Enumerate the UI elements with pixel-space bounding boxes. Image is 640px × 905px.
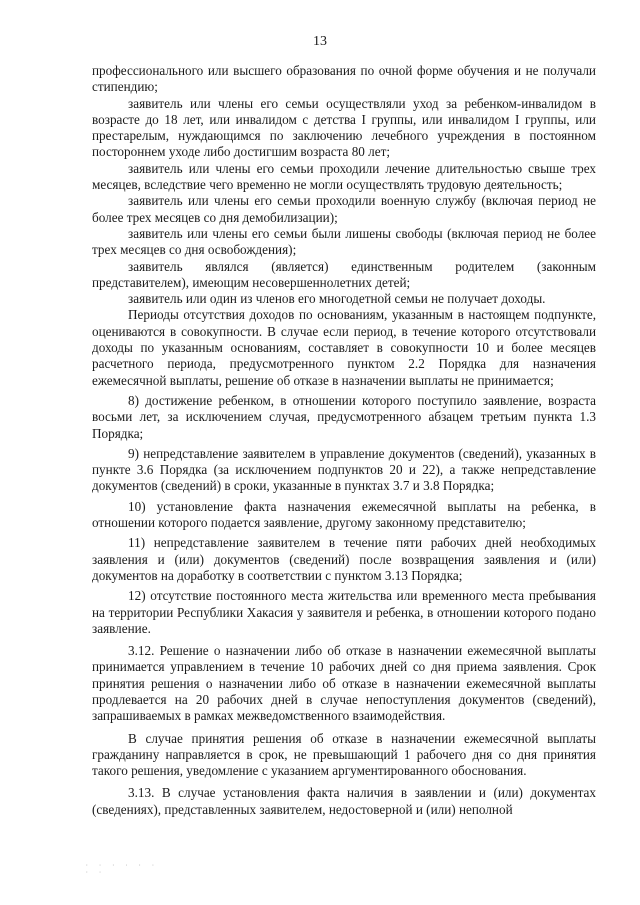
- paragraph: 11) непредставление заявителем в течение пяти рабочих дней необходимых заявления и (или) документов (сведений) после возвращения заявления и (или) документов на доработку в соответствии с пунктом 3.13 Порядка;: [92, 535, 596, 583]
- paragraph: Периоды отсутствия доходов по основаниям, указанным в настоящем подпункте, оцениваются в совокупности. В случае если период, в течение которого отсутствовали доходы по указанным основаниям, составляет в совокупности 10 и более месяцев расчетного периода, предусмотренного пунктом 2.2 Порядка для назначения ежемесячной выплаты, решение об отказе в назначении выплаты не принимается;: [92, 307, 596, 388]
- paragraph: 8) достижение ребенком, в отношении которого поступило заявление, возраста восьми лет, за исключением случая, предусмотренного абзацем третьим пункта 1.3 Порядка;: [92, 392, 596, 441]
- paragraph: заявитель или члены его семьи проходили военную службу (включая период не более трех месяцев со дня демобилизации);: [92, 193, 596, 225]
- paragraph: заявитель или члены его семьи были лишены свободы (включая период не более трех месяцев со дня освобождения);: [92, 225, 596, 258]
- paragraph: заявитель являлся (является) единственным родителем (законным представителем), имеющим несовершеннолетних детей;: [92, 258, 596, 290]
- paragraph: заявитель или один из членов его многодетной семьи не получает доходы.: [128, 291, 546, 307]
- document-body: [92, 63, 596, 818]
- paragraph: 3.12. Решение о назначении либо об отказе в назначении ежемесячной выплаты принимается управлением в течение 10 рабочих дней со дня приема заявления. Срок принятия решения о назначении либо об отказе в назначении ежемесячной выплаты продлевается на 20 рабочих дней в случае непоступления документов (сведений), запрашиваемых в рамках межведомственного взаимодействия.: [92, 643, 596, 724]
- scan-specks: · · · · · · · ·: [85, 862, 158, 876]
- paragraph: заявитель или члены его семьи проходили лечение длительностью свыше трех месяцев, вследствие чего временно не могли осуществлять трудовую деятельность;: [92, 160, 596, 193]
- paragraph: заявитель или члены его семьи осуществляли уход за ребенком-инвалидом в возрасте до 18 лет, или инвалидом с детства I группы, или инвалидом I группы, или престарелым, нуждающимся по заключению лечебного учреждения в постоянном постороннем уходе либо достигшим возраста 80 лет;: [92, 95, 596, 160]
- paragraph: 9) непредставление заявителем в управление документов (сведений), указанных в пункте 3.6 Порядка (за исключением подпунктов 20 и 22), а также непредставление документов (сведений) в сроки, указанные в пунктах 3.7 и 3.8 Порядка;: [92, 445, 596, 494]
- paragraph: 3.13. В случае установления факта наличия в заявлении и (или) документах (сведениях), представленных заявителем, недостоверной и (или) неполной: [92, 785, 596, 817]
- paragraph: профессионального или высшего образования по очной форме обучения и не получали стипендию;: [92, 63, 596, 95]
- paragraph: 12) отсутствие постоянного места жительства или временного места пребывания на территории Республики Хакасия у заявителя и ребенка, в отношении которого подано заявление.: [92, 588, 596, 636]
- page-number: 13: [313, 34, 327, 49]
- paragraph: В случае принятия решения об отказе в назначении ежемесячной выплаты гражданину направляется в срок, не превышающий 1 рабочего дня со дня принятия такого решения, уведомление с указанием аргументированного обоснования.: [92, 730, 596, 779]
- paragraph: 10) установление факта назначения ежемесячной выплаты на ребенка, в отношении которого подается заявление, другому законному представителю;: [92, 498, 596, 531]
